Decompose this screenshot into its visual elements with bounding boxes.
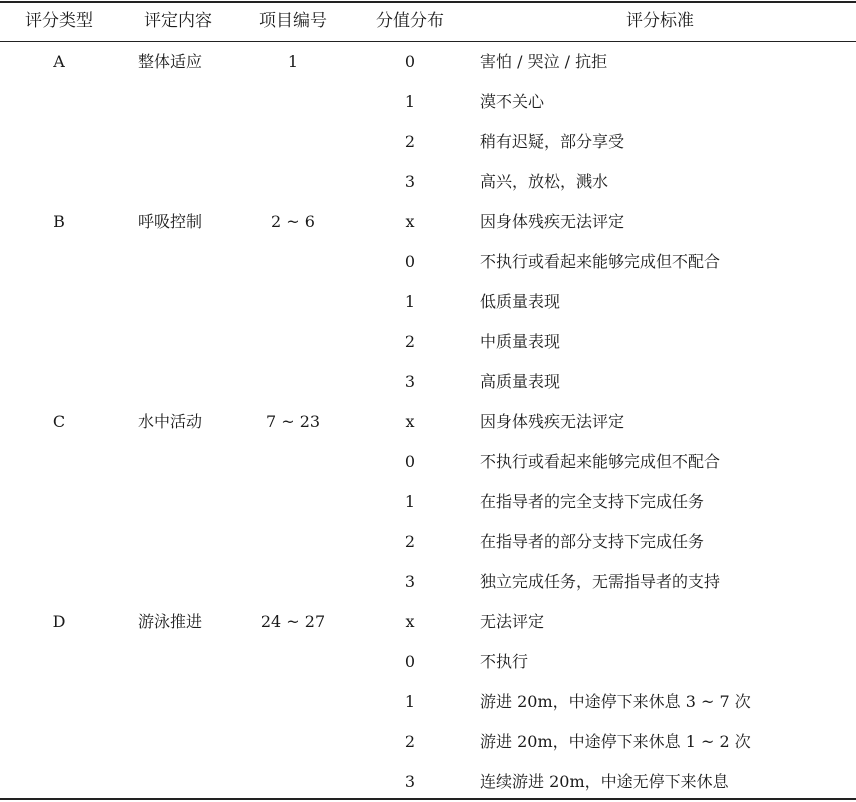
criteria-cell: 稍有迟疑，部分享受 xyxy=(480,132,625,151)
criteria-cell: 连续游进 20m，中途无停下来休息 xyxy=(480,772,729,791)
criteria-cell: 在指导者的完全支持下完成任务 xyxy=(480,492,705,511)
criteria-cell: 害怕 / 哭泣 / 抗拒 xyxy=(480,52,608,71)
criteria-cell: 不执行或看起来能够完成但不配合 xyxy=(480,452,721,471)
score-value-cell: 1 xyxy=(404,492,416,511)
header-score-type: 评分类型 xyxy=(25,11,93,31)
score-value-cell: 2 xyxy=(404,332,416,351)
score-type-cell: D xyxy=(52,612,66,631)
item-number-cell: 2 ~ 6 xyxy=(271,212,315,231)
score-value-cell: 0 xyxy=(404,452,416,471)
criteria-cell: 低质量表现 xyxy=(480,292,561,311)
criteria-cell: 游进 20m，中途停下来休息 3 ~ 7 次 xyxy=(480,692,751,711)
score-value-cell: 2 xyxy=(404,132,416,151)
criteria-cell: 独立完成任务，无需指导者的支持 xyxy=(480,572,721,591)
score-value-cell: 2 xyxy=(404,732,416,751)
criteria-cell: 高兴，放松，溅水 xyxy=(480,172,609,191)
score-value-cell: 1 xyxy=(404,292,416,311)
score-value-cell: 3 xyxy=(404,372,416,391)
score-value-cell: 1 xyxy=(404,692,416,711)
criteria-cell: 不执行 xyxy=(480,652,529,671)
item-number-cell: 7 ~ 23 xyxy=(265,412,321,431)
score-value-cell: 1 xyxy=(404,92,416,111)
score-value-cell: 3 xyxy=(404,572,416,591)
score-type-cell: B xyxy=(53,212,65,231)
score-value-cell: 0 xyxy=(404,252,416,271)
criteria-cell: 因身体残疾无法评定 xyxy=(480,412,625,431)
content-cell: 呼吸控制 xyxy=(138,212,203,231)
criteria-cell: 不执行或看起来能够完成但不配合 xyxy=(480,252,721,271)
score-value-cell: x xyxy=(405,412,415,431)
score-value-cell: x xyxy=(405,612,415,631)
content-cell: 整体适应 xyxy=(138,52,203,71)
item-number-cell: 24 ~ 27 xyxy=(260,612,326,631)
score-value-cell: 3 xyxy=(404,172,416,191)
score-value-cell: x xyxy=(405,212,415,231)
criteria-cell: 游进 20m，中途停下来休息 1 ~ 2 次 xyxy=(480,732,751,751)
score-type-cell: C xyxy=(52,412,66,431)
header-score-distribution: 分值分布 xyxy=(376,11,444,31)
score-value-cell: 3 xyxy=(404,772,416,791)
criteria-cell: 无法评定 xyxy=(480,612,545,631)
criteria-cell: 在指导者的部分支持下完成任务 xyxy=(480,532,705,551)
score-value-cell: 0 xyxy=(404,652,416,671)
score-value-cell: 2 xyxy=(404,532,416,551)
content-cell: 游泳推进 xyxy=(138,612,203,631)
header-item-number: 项目编号 xyxy=(259,11,327,31)
content-cell: 水中活动 xyxy=(138,412,203,431)
criteria-cell: 高质量表现 xyxy=(480,372,561,391)
item-number-cell: 1 xyxy=(287,52,299,71)
header-criteria: 评分标准 xyxy=(626,11,694,31)
criteria-cell: 漠不关心 xyxy=(480,92,545,111)
criteria-cell: 中质量表现 xyxy=(480,332,561,351)
criteria-cell: 因身体残疾无法评定 xyxy=(480,212,625,231)
header-content: 评定内容 xyxy=(144,11,212,31)
score-value-cell: 0 xyxy=(404,52,416,71)
score-type-cell: A xyxy=(53,52,65,71)
